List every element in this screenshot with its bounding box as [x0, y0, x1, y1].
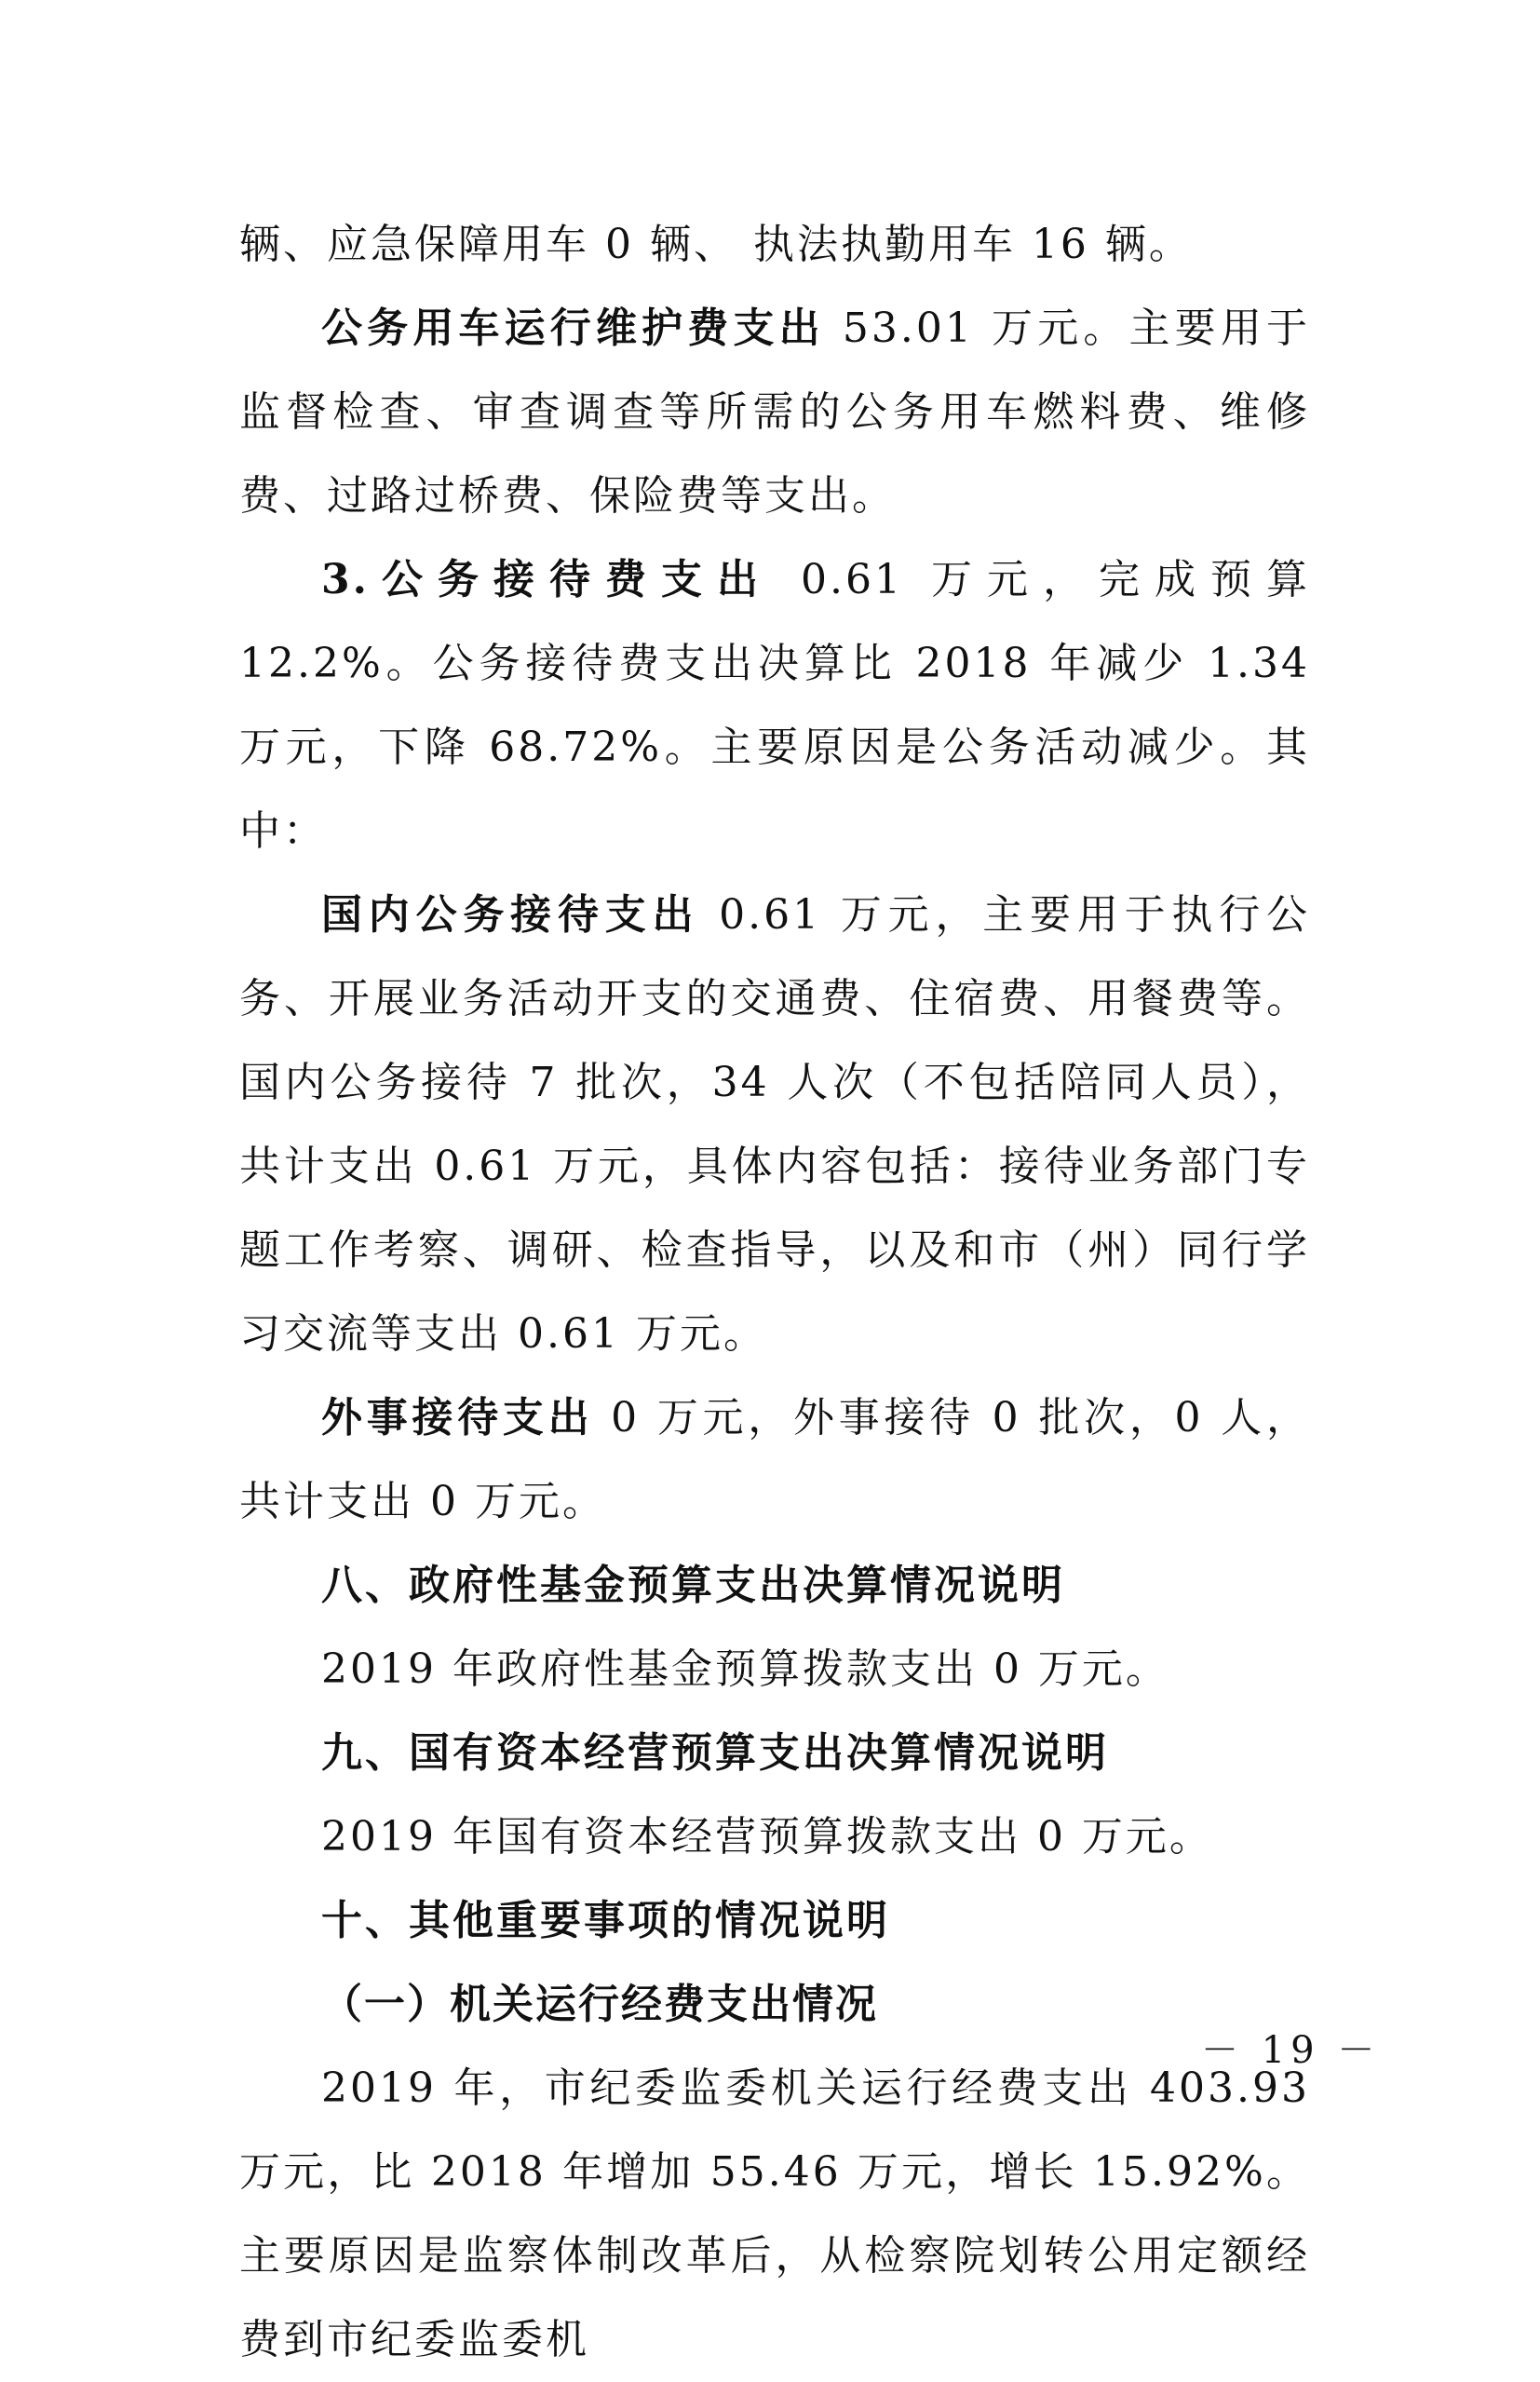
paragraph-lead: 国内公务接待支出 [321, 891, 700, 939]
paragraph-lead: 公务用车运行维护费支出 [321, 305, 825, 352]
paragraph-vehicle-maintenance [239, 287, 1310, 538]
paragraph-text: 53.01 万元。主要用于监督检查、审查调查等所需的公务用车燃料费、维修费、过路过桥费、保险费等支出。 [239, 305, 1311, 520]
paragraph-domestic-reception [239, 873, 1310, 1376]
paragraph-reception-expense [239, 538, 1310, 873]
paragraph-government-fund: 2019 年政府性基金预算拨款支出 0 万元。 [321, 1645, 1169, 1693]
document-body [239, 203, 1310, 2382]
paragraph-text: 0 万元，外事接待 0 批次，0 人，共计支出 0 万元。 [239, 1394, 1310, 1525]
paragraph-foreign-reception [239, 1376, 1310, 1544]
paragraph-text: 0.61 万元，完成预算 12.2%。公务接待费支出决算比 2018 年减少 1.34 万元，下降 68.72%。主要原因是公务活动减少。其中： [239, 556, 1310, 855]
subsection-heading-10-1: （一）机关运行经费支出情况 [321, 1981, 878, 2028]
paragraph-lead: 外事接待支出 [321, 1394, 594, 1441]
paragraph-text: 0.61 万元，主要用于执行公务、开展业务活动开支的交通费、住宿费、用餐费等。国内公务接待 7 批次，34 人次（不包括陪同人员），共计支出 0.61 万元，具体内容包括：接待业务部门专题工作考察、调研、检查指导，以及和市（州）同行学习交流等支出 0.61 万元。 [239, 891, 1310, 1358]
paragraph-text: 辆、应急保障用车 0 辆、 执法执勤用车 16 辆。 [239, 221, 1193, 268]
section-heading-10: 十、其他重要事项的情况说明 [321, 1897, 890, 1944]
paragraph-state-capital: 2019 年国有资本经营预算拨款支出 0 万元。 [321, 1813, 1213, 1861]
page-number: － 19 － [1201, 2029, 1381, 2072]
paragraph-operating-expense: 2019 年，市纪委监委机关运行经费支出 403.93 万元，比 2018 年增加 55.46 万元，增长 15.92%。主要原因是监察体制改革后，从检察院划转公用定额经费到市纪委监委机 [239, 2064, 1310, 2363]
paragraph-lead: 3.公务接待费支出 [321, 556, 773, 603]
section-heading-9: 九、国有资本经营预算支出决算情况说明 [321, 1729, 1109, 1777]
section-heading-8: 八、政府性基金预算支出决算情况说明 [321, 1562, 1065, 1609]
paragraph-vehicles [239, 203, 1310, 287]
